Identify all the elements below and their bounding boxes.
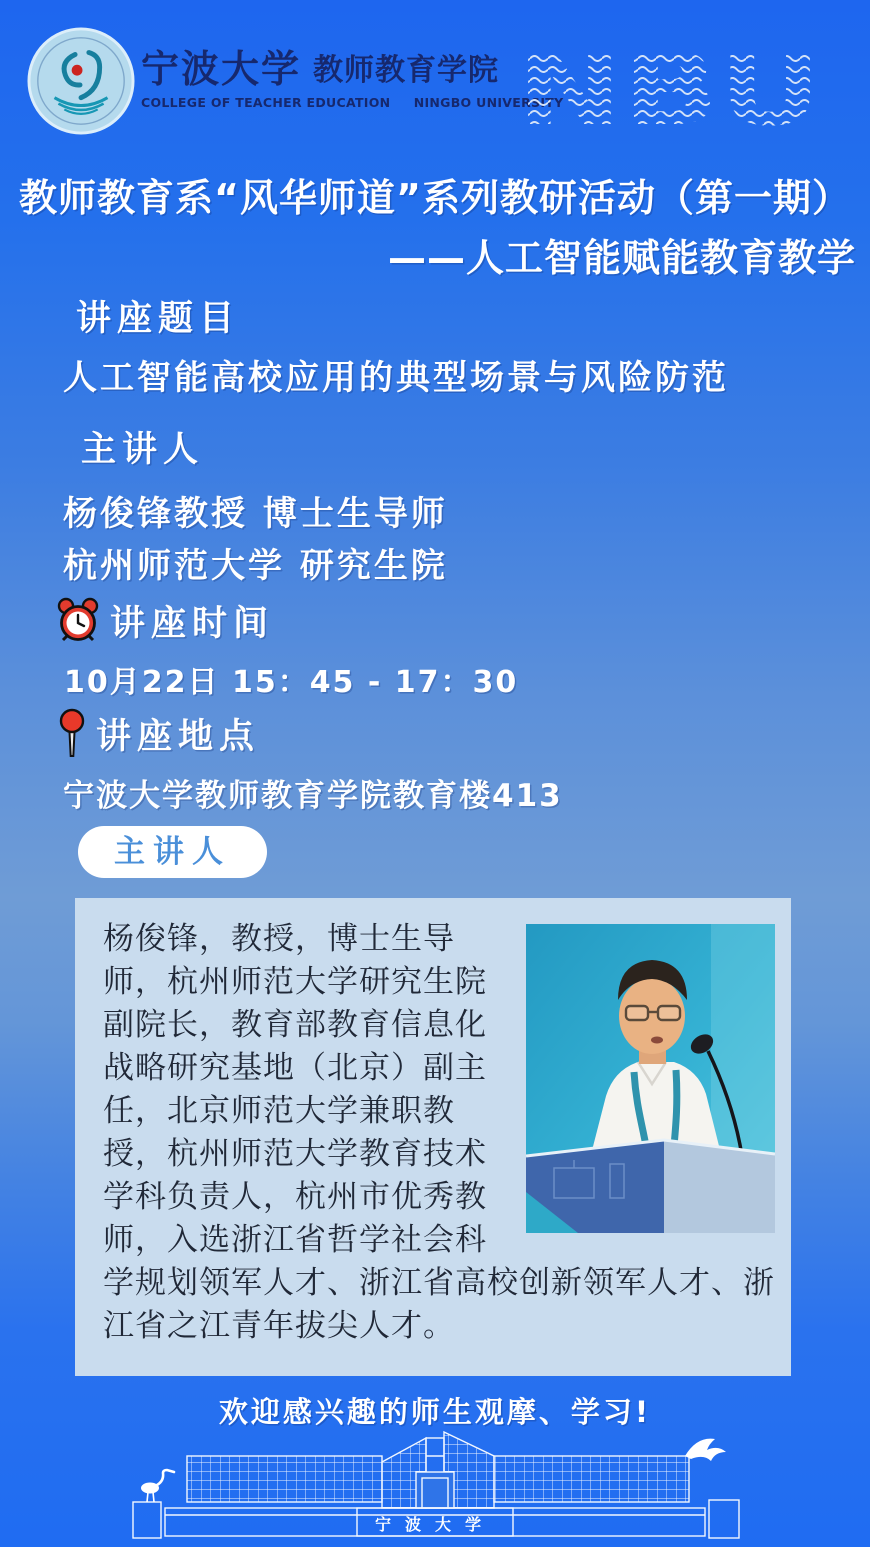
welcome-line: 欢迎感兴趣的师生观摩、学习! [218, 1395, 652, 1429]
time-value: 10月22日 15：45 - 17：30 [64, 665, 519, 700]
speaker-affiliation-line: 杭州师范大学 研究生院 [63, 546, 448, 586]
speaker-bio-card [75, 898, 791, 1376]
university-emblem-icon [27, 27, 135, 135]
location-value: 宁波大学教师教育学院教育楼413 [63, 778, 563, 814]
campus-gate-illustration [125, 1426, 745, 1544]
flying-bird-icon [685, 1439, 726, 1461]
topic-value: 人工智能高校应用的典型场景与风险防范 [63, 358, 729, 398]
speaker-name-line: 杨俊锋教授 博士生导师 [63, 494, 448, 534]
nbu-watermark-text: NBU [516, 42, 822, 137]
nbu-watermark [512, 42, 827, 137]
poster-title-line1: 教师教育系“风华师道”系列教研活动（第一期） [19, 176, 851, 220]
standing-egret-icon [141, 1470, 174, 1502]
speaker-photo [526, 924, 775, 1233]
time-heading-row [56, 596, 274, 646]
location-pin-icon [58, 708, 86, 760]
location-heading-row [58, 708, 260, 760]
speaker-pill-badge: 主讲人 [78, 826, 267, 878]
logo-english-caption: COLLEGE OF TEACHER EDUCATION NINGBO UNIVERSITY [141, 95, 564, 110]
speaker-bio-text: 杨俊锋，教授，博士生导师，杭州师范大学研究生院副院长，教育部教育信息化战略研究基地（北京）副主任，北京师范大学兼职教授，杭州师范大学教育技术学科负责人，杭州市优秀教师，入选浙江省哲学社会科学规划领军人才、浙江省高校创新领军人才、浙江省之江青年拔尖人才。 [103, 921, 775, 1344]
logo-university-name: 宁波大学 [141, 46, 302, 91]
speaker-label: 主讲人 [81, 430, 205, 470]
time-label: 讲座时间 [110, 604, 275, 644]
logo-text-block [141, 46, 564, 110]
poster-title-line2: ——人工智能赋能教育教学 [387, 236, 856, 280]
gate-name-text: 宁波大学 [374, 1515, 496, 1534]
location-label: 讲座地点 [96, 717, 261, 757]
logo-college-name: 教师教育学院 [313, 53, 500, 88]
alarm-clock-icon [56, 597, 100, 645]
topic-label: 讲座题目 [76, 299, 241, 339]
